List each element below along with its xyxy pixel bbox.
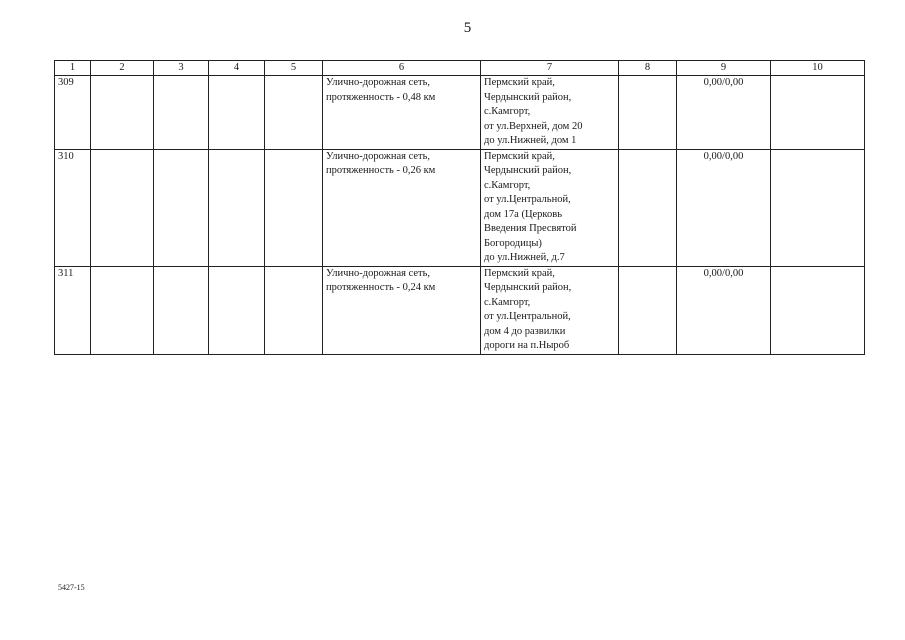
table-cell-empty	[209, 266, 265, 354]
table-cell-empty	[619, 149, 677, 266]
object-name: Улично-дорожная сеть, протяженность - 0,24 км	[323, 266, 481, 354]
table-cell-empty	[771, 149, 865, 266]
column-header: 1	[55, 61, 91, 76]
table-cell-empty	[265, 76, 323, 150]
table-row	[55, 149, 865, 266]
table-cell-empty	[265, 149, 323, 266]
column-header: 3	[154, 61, 209, 76]
table-cell-empty	[619, 76, 677, 150]
table-cell-empty	[154, 149, 209, 266]
column-header: 8	[619, 61, 677, 76]
column-header: 5	[265, 61, 323, 76]
page-number: 5	[463, 20, 472, 36]
object-value: 0,00/0,00	[677, 76, 771, 150]
object-value: 0,00/0,00	[677, 149, 771, 266]
table-cell-empty	[154, 76, 209, 150]
object-address: Пермский край, Чердынский район, с.Камгорт, от ул.Центральной, дом 17а (Церковь Введения Пресвятой Богородицы) до ул.Нижней, д.7	[481, 149, 619, 266]
table-cell-empty	[265, 266, 323, 354]
table-cell-empty	[91, 149, 154, 266]
object-name: Улично-дорожная сеть, протяженность - 0,26 км	[323, 149, 481, 266]
row-number: 309	[55, 76, 91, 150]
column-header: 10	[771, 61, 865, 76]
table-row	[55, 76, 865, 150]
table-cell-empty	[91, 266, 154, 354]
table-cell-empty	[209, 76, 265, 150]
column-header: 7	[481, 61, 619, 76]
table-cell-empty	[209, 149, 265, 266]
table-cell-empty	[771, 76, 865, 150]
column-header: 4	[209, 61, 265, 76]
table-cell-empty	[91, 76, 154, 150]
object-address: Пермский край, Чердынский район, с.Камгорт, от ул.Центральной, дом 4 до развилки дороги на п.Ныроб	[481, 266, 619, 354]
column-header: 6	[323, 61, 481, 76]
table-cell-empty	[619, 266, 677, 354]
table-cell-empty	[154, 266, 209, 354]
column-header: 9	[677, 61, 771, 76]
column-header: 2	[91, 61, 154, 76]
row-number: 311	[55, 266, 91, 354]
object-value: 0,00/0,00	[677, 266, 771, 354]
document-code: 5427-15	[58, 583, 85, 592]
row-number: 310	[55, 149, 91, 266]
object-name: Улично-дорожная сеть, протяженность - 0,48 км	[323, 76, 481, 150]
header-row	[55, 61, 865, 76]
object-address: Пермский край, Чердынский район, с.Камгорт, от ул.Верхней, дом 20 до ул.Нижней, дом 1	[481, 76, 619, 150]
table-cell-empty	[771, 266, 865, 354]
table-row	[55, 266, 865, 354]
registry-table	[54, 60, 865, 355]
